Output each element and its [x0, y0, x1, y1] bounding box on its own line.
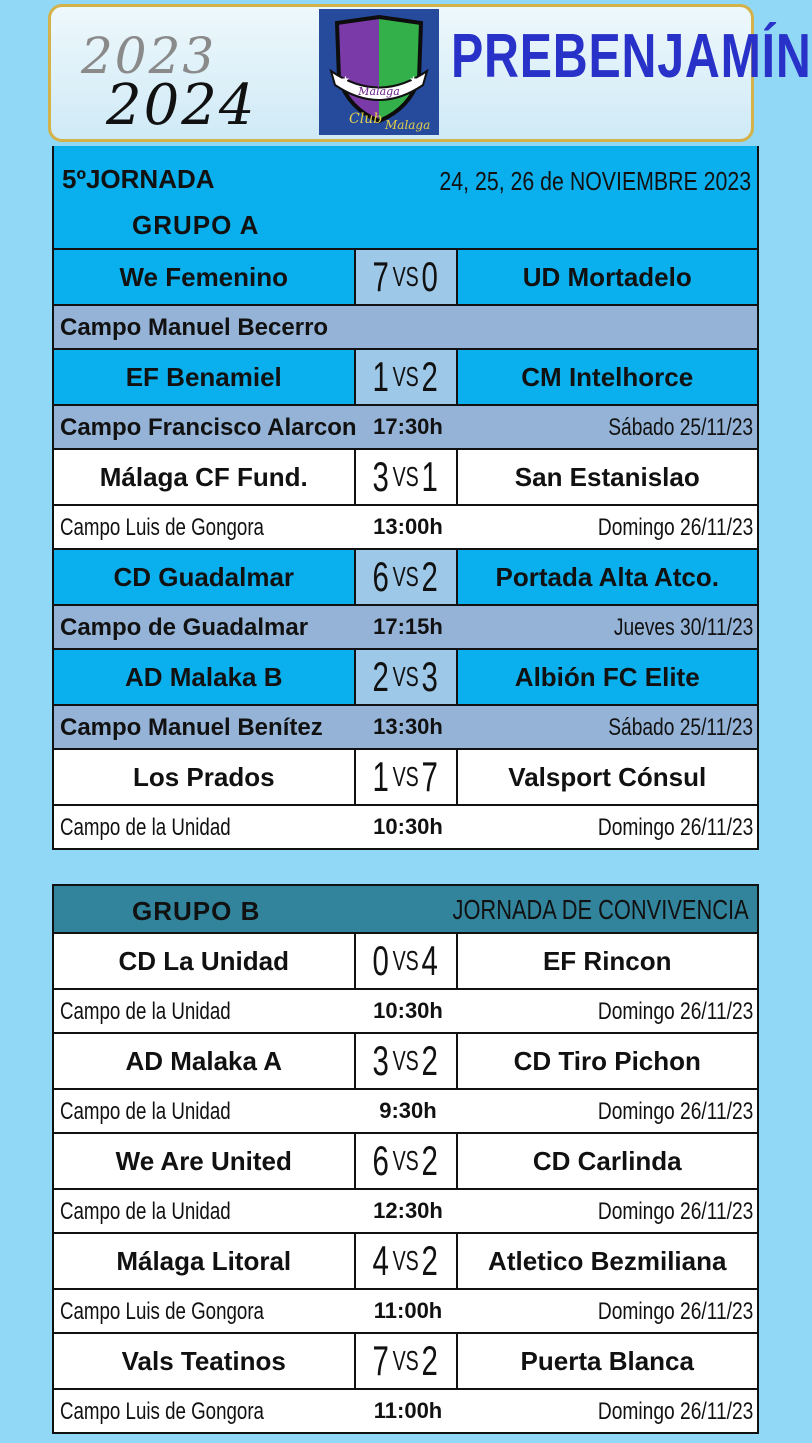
away-team: CM Intelhorce: [521, 361, 694, 392]
match-score: [354, 650, 458, 704]
home-score: 7: [372, 1337, 390, 1384]
match-info: [54, 606, 757, 650]
venue-name: Campo de la Unidad: [60, 1198, 231, 1225]
home-score: 6: [372, 1137, 390, 1184]
match-row: [54, 1334, 757, 1390]
away-team: CD Tiro Pichon: [513, 1045, 701, 1076]
match-score: [354, 1334, 458, 1388]
match-score: [354, 750, 458, 804]
kickoff-time: 13:00h: [373, 514, 443, 539]
match-info: [54, 306, 757, 350]
svg-text:Malaga: Malaga: [385, 118, 431, 132]
home-score: 4: [372, 1237, 390, 1284]
kickoff-time: 13:30h: [373, 714, 443, 739]
away-team: Portada Alta Atco.: [495, 561, 719, 592]
grupo-a-header: [54, 146, 757, 250]
away-score: 1: [421, 453, 439, 500]
away-score: 2: [421, 1037, 439, 1084]
home-score: 1: [372, 353, 390, 400]
convivencia-label: JORNADA DE CONVIVENCIA: [452, 894, 749, 925]
venue-name: Campo Luis de Gongora: [60, 1298, 264, 1325]
vs-label: VS: [392, 1145, 419, 1176]
away-score: 2: [421, 1237, 439, 1284]
venue-name: Campo de Guadalmar: [60, 614, 309, 641]
jornada-dates: 24, 25, 26 de NOVIEMBRE 2023: [439, 166, 751, 196]
away-team: Puerta Blanca: [520, 1345, 694, 1376]
club-crest-logo: [319, 9, 439, 135]
match-day: Domingo 26/11/23: [597, 1398, 753, 1425]
vs-label: VS: [392, 261, 419, 292]
match-info: [54, 506, 757, 550]
venue-name: Campo Luis de Gongora: [60, 1398, 264, 1425]
kickoff-time: 10:30h: [373, 814, 443, 839]
kickoff-time: 11:00h: [373, 1398, 443, 1423]
match-score: [354, 350, 458, 404]
match-info: [54, 1190, 757, 1234]
venue-name: Campo Francisco Alarcon: [60, 414, 357, 441]
home-score: 2: [372, 653, 390, 700]
match-day: Sábado 25/11/23: [608, 714, 753, 741]
home-team: CD La Unidad: [118, 945, 289, 976]
header-banner: [48, 4, 812, 142]
svg-text:★: ★: [341, 75, 350, 86]
kickoff-time: 11:00h: [373, 1298, 443, 1323]
home-score: 0: [372, 937, 390, 984]
season-year-start: 2023: [81, 27, 217, 85]
home-score: 3: [372, 453, 390, 500]
venue-name: Campo de la Unidad: [60, 814, 231, 841]
away-team: CD Carlinda: [532, 1145, 682, 1176]
match-score: [354, 450, 458, 504]
home-score: 6: [372, 553, 390, 600]
match-info: [54, 806, 757, 850]
match-info: [54, 706, 757, 750]
away-team: Albión FC Elite: [514, 661, 700, 692]
venue-name: Campo de la Unidad: [60, 1098, 231, 1125]
match-info: [54, 1290, 757, 1334]
away-team: EF Rincon: [542, 945, 672, 976]
home-team: Málaga Litoral: [116, 1245, 292, 1276]
jornada-label: 5ºJORNADA: [62, 164, 215, 194]
vs-label: VS: [392, 945, 419, 976]
home-team: Málaga CF Fund.: [99, 461, 308, 492]
away-score: 2: [421, 1337, 439, 1384]
match-row: [54, 1134, 757, 1190]
vs-label: VS: [392, 1045, 419, 1076]
home-team: We Femenino: [119, 261, 289, 292]
home-team: AD Malaka A: [125, 1045, 283, 1076]
match-score: [354, 550, 458, 604]
away-team: Valsport Cónsul: [508, 761, 707, 792]
home-team: AD Malaka B: [125, 661, 283, 692]
home-team: We Are United: [115, 1145, 292, 1176]
venue-name: Campo Luis de Gongora: [60, 514, 264, 541]
grupo-b-matches: [54, 934, 757, 1434]
match-score: [354, 1234, 458, 1288]
match-day: Domingo 26/11/23: [597, 1298, 753, 1325]
match-row: [54, 1234, 757, 1290]
away-score: 2: [421, 1137, 439, 1184]
match-score: [354, 1134, 458, 1188]
away-team: San Estanislao: [514, 461, 700, 492]
home-score: 3: [372, 1037, 390, 1084]
away-score: 4: [421, 937, 439, 984]
category-title: PREBENJAMÍN: [451, 22, 812, 91]
vs-label: VS: [392, 1245, 419, 1276]
match-row: [54, 1034, 757, 1090]
away-score: 3: [421, 653, 439, 700]
vs-label: VS: [392, 761, 419, 792]
match-day: Sábado 25/11/23: [608, 414, 753, 441]
home-team: Vals Teatinos: [121, 1345, 286, 1376]
away-score: 2: [421, 353, 439, 400]
kickoff-time: 17:30h: [373, 414, 443, 439]
vs-label: VS: [392, 361, 419, 392]
season-year-end: 2024: [106, 73, 257, 138]
svg-text:★: ★: [409, 75, 418, 86]
vs-label: VS: [392, 561, 419, 592]
home-team: EF Benamiel: [125, 361, 282, 392]
kickoff-time: 9:30h: [379, 1098, 437, 1123]
away-team: UD Mortadelo: [522, 261, 692, 292]
match-day: Domingo 26/11/23: [597, 1198, 753, 1225]
match-info: [54, 990, 757, 1034]
match-row: [54, 550, 757, 606]
match-row: [54, 350, 757, 406]
grupo-b-header: [54, 884, 757, 934]
match-day: Domingo 26/11/23: [597, 514, 753, 541]
svg-text:Malaga: Malaga: [358, 85, 400, 98]
venue-name: Campo de la Unidad: [60, 998, 231, 1025]
away-team: Atletico Bezmiliana: [488, 1245, 727, 1276]
home-team: Los Prados: [132, 761, 275, 792]
home-team: CD Guadalmar: [113, 561, 295, 592]
vs-label: VS: [392, 461, 419, 492]
away-score: 0: [421, 253, 439, 300]
grupo-b-label: GRUPO B: [132, 896, 261, 926]
kickoff-time: 10:30h: [373, 998, 443, 1023]
match-row: [54, 750, 757, 806]
match-day: Domingo 26/11/23: [597, 814, 753, 841]
match-row: [54, 450, 757, 506]
match-info: [54, 1090, 757, 1134]
home-score: 7: [372, 253, 390, 300]
grupo-a-table: [52, 146, 759, 850]
kickoff-time: 17:15h: [373, 614, 443, 639]
away-score: 7: [421, 753, 439, 800]
kickoff-time: 12:30h: [373, 1198, 443, 1223]
match-score: [354, 1034, 458, 1088]
grupo-a-matches: [54, 250, 757, 850]
match-day: Domingo 26/11/23: [597, 1098, 753, 1125]
svg-text:Club: Club: [349, 111, 383, 127]
match-day: Domingo 26/11/23: [597, 998, 753, 1025]
vs-label: VS: [392, 661, 419, 692]
match-info: [54, 406, 757, 450]
match-score: [354, 250, 458, 304]
vs-label: VS: [392, 1345, 419, 1376]
match-info: [54, 1390, 757, 1434]
grupo-a-label: GRUPO A: [132, 210, 260, 240]
venue-name: Campo Manuel Benítez: [60, 714, 323, 741]
match-day: Jueves 30/11/23: [613, 614, 753, 641]
venue-name: Campo Manuel Becerro: [60, 314, 329, 341]
match-row: [54, 250, 757, 306]
match-score: [354, 934, 458, 988]
match-row: [54, 934, 757, 990]
grupo-b-table: [52, 884, 759, 1434]
home-score: 1: [372, 753, 390, 800]
away-score: 2: [421, 553, 439, 600]
match-row: [54, 650, 757, 706]
